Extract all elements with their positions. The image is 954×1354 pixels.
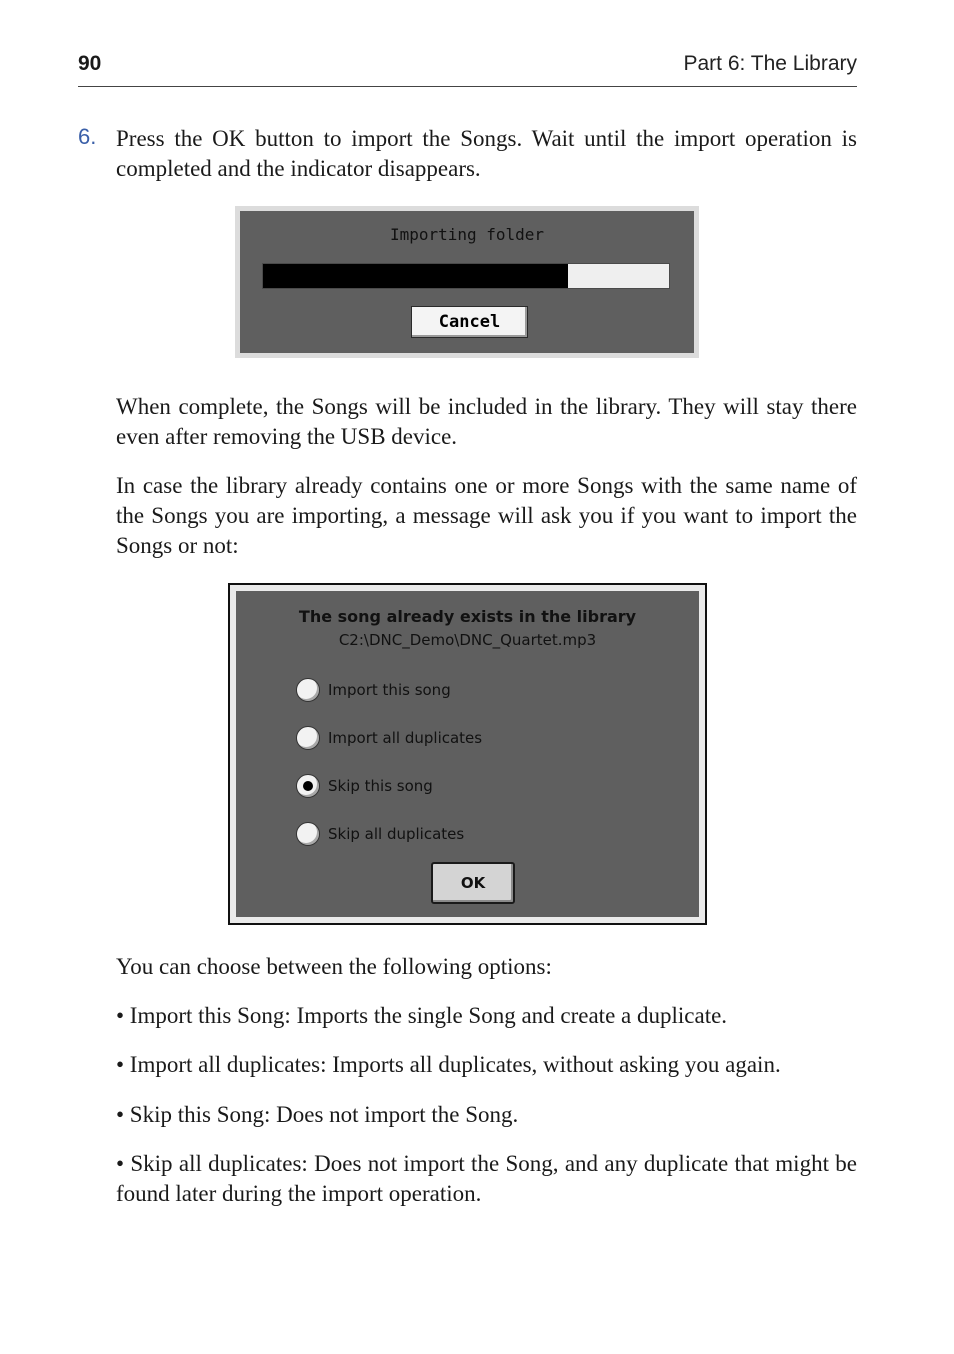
- bullet-skip-all-duplicates: • Skip all duplicates: Does not import the Song, and any duplicate that might be found later during the import operation.: [116, 1151, 857, 1206]
- bullet-skip-this-song: • Skip this Song: Does not import the Song.: [116, 1102, 519, 1127]
- page-header: [78, 52, 857, 87]
- song-path: C2:\DNC_Demo\DNC_Quartet.mp3: [338, 631, 597, 649]
- page-number: 90: [78, 52, 102, 75]
- progress-dialog-panel: [240, 211, 694, 353]
- option-label: Import this song: [328, 681, 451, 699]
- progress-dialog-title: Importing folder: [389, 225, 545, 244]
- paragraph-complete: When complete, the Songs will be included in the library. They will stay there even after removing the USB device.: [116, 394, 857, 449]
- ok-button[interactable]: OK: [431, 862, 515, 904]
- song-exists-dialog-panel: [236, 591, 699, 917]
- step-number: 6.: [78, 124, 97, 149]
- radio-button[interactable]: [296, 678, 320, 702]
- radio-button[interactable]: [296, 822, 320, 846]
- paragraph-choose: You can choose between the following options:: [116, 954, 552, 979]
- option-label: Import all duplicates: [328, 729, 483, 747]
- paragraph-duplicate: In case the library already contains one or more Songs with the same name of the Songs you are importing, a message will ask you if you want to import the Songs or not:: [116, 473, 857, 558]
- dialog-title: The song already exists in the library: [298, 607, 637, 626]
- section-title: Part 6: The Library: [683, 52, 857, 75]
- cancel-button[interactable]: Cancel: [411, 306, 528, 338]
- progress-bar-fill: [263, 264, 568, 288]
- bullet-import-this-song: • Import this Song: Imports the single Song and create a duplicate.: [116, 1003, 728, 1028]
- song-exists-dialog: [228, 583, 707, 925]
- option-label: Skip this song: [328, 777, 433, 795]
- radio-button[interactable]: [296, 774, 320, 798]
- bullet-import-all-duplicates: • Import all duplicates: Imports all duplicates, without asking you again.: [116, 1052, 781, 1077]
- importing-progress-dialog: [235, 206, 699, 358]
- radio-button[interactable]: [296, 726, 320, 750]
- step-text: Press the OK button to import the Songs. Wait until the import operation is completed and the indicator disappears.: [116, 126, 857, 181]
- progress-bar: [262, 263, 670, 289]
- option-label: Skip all duplicates: [328, 825, 465, 843]
